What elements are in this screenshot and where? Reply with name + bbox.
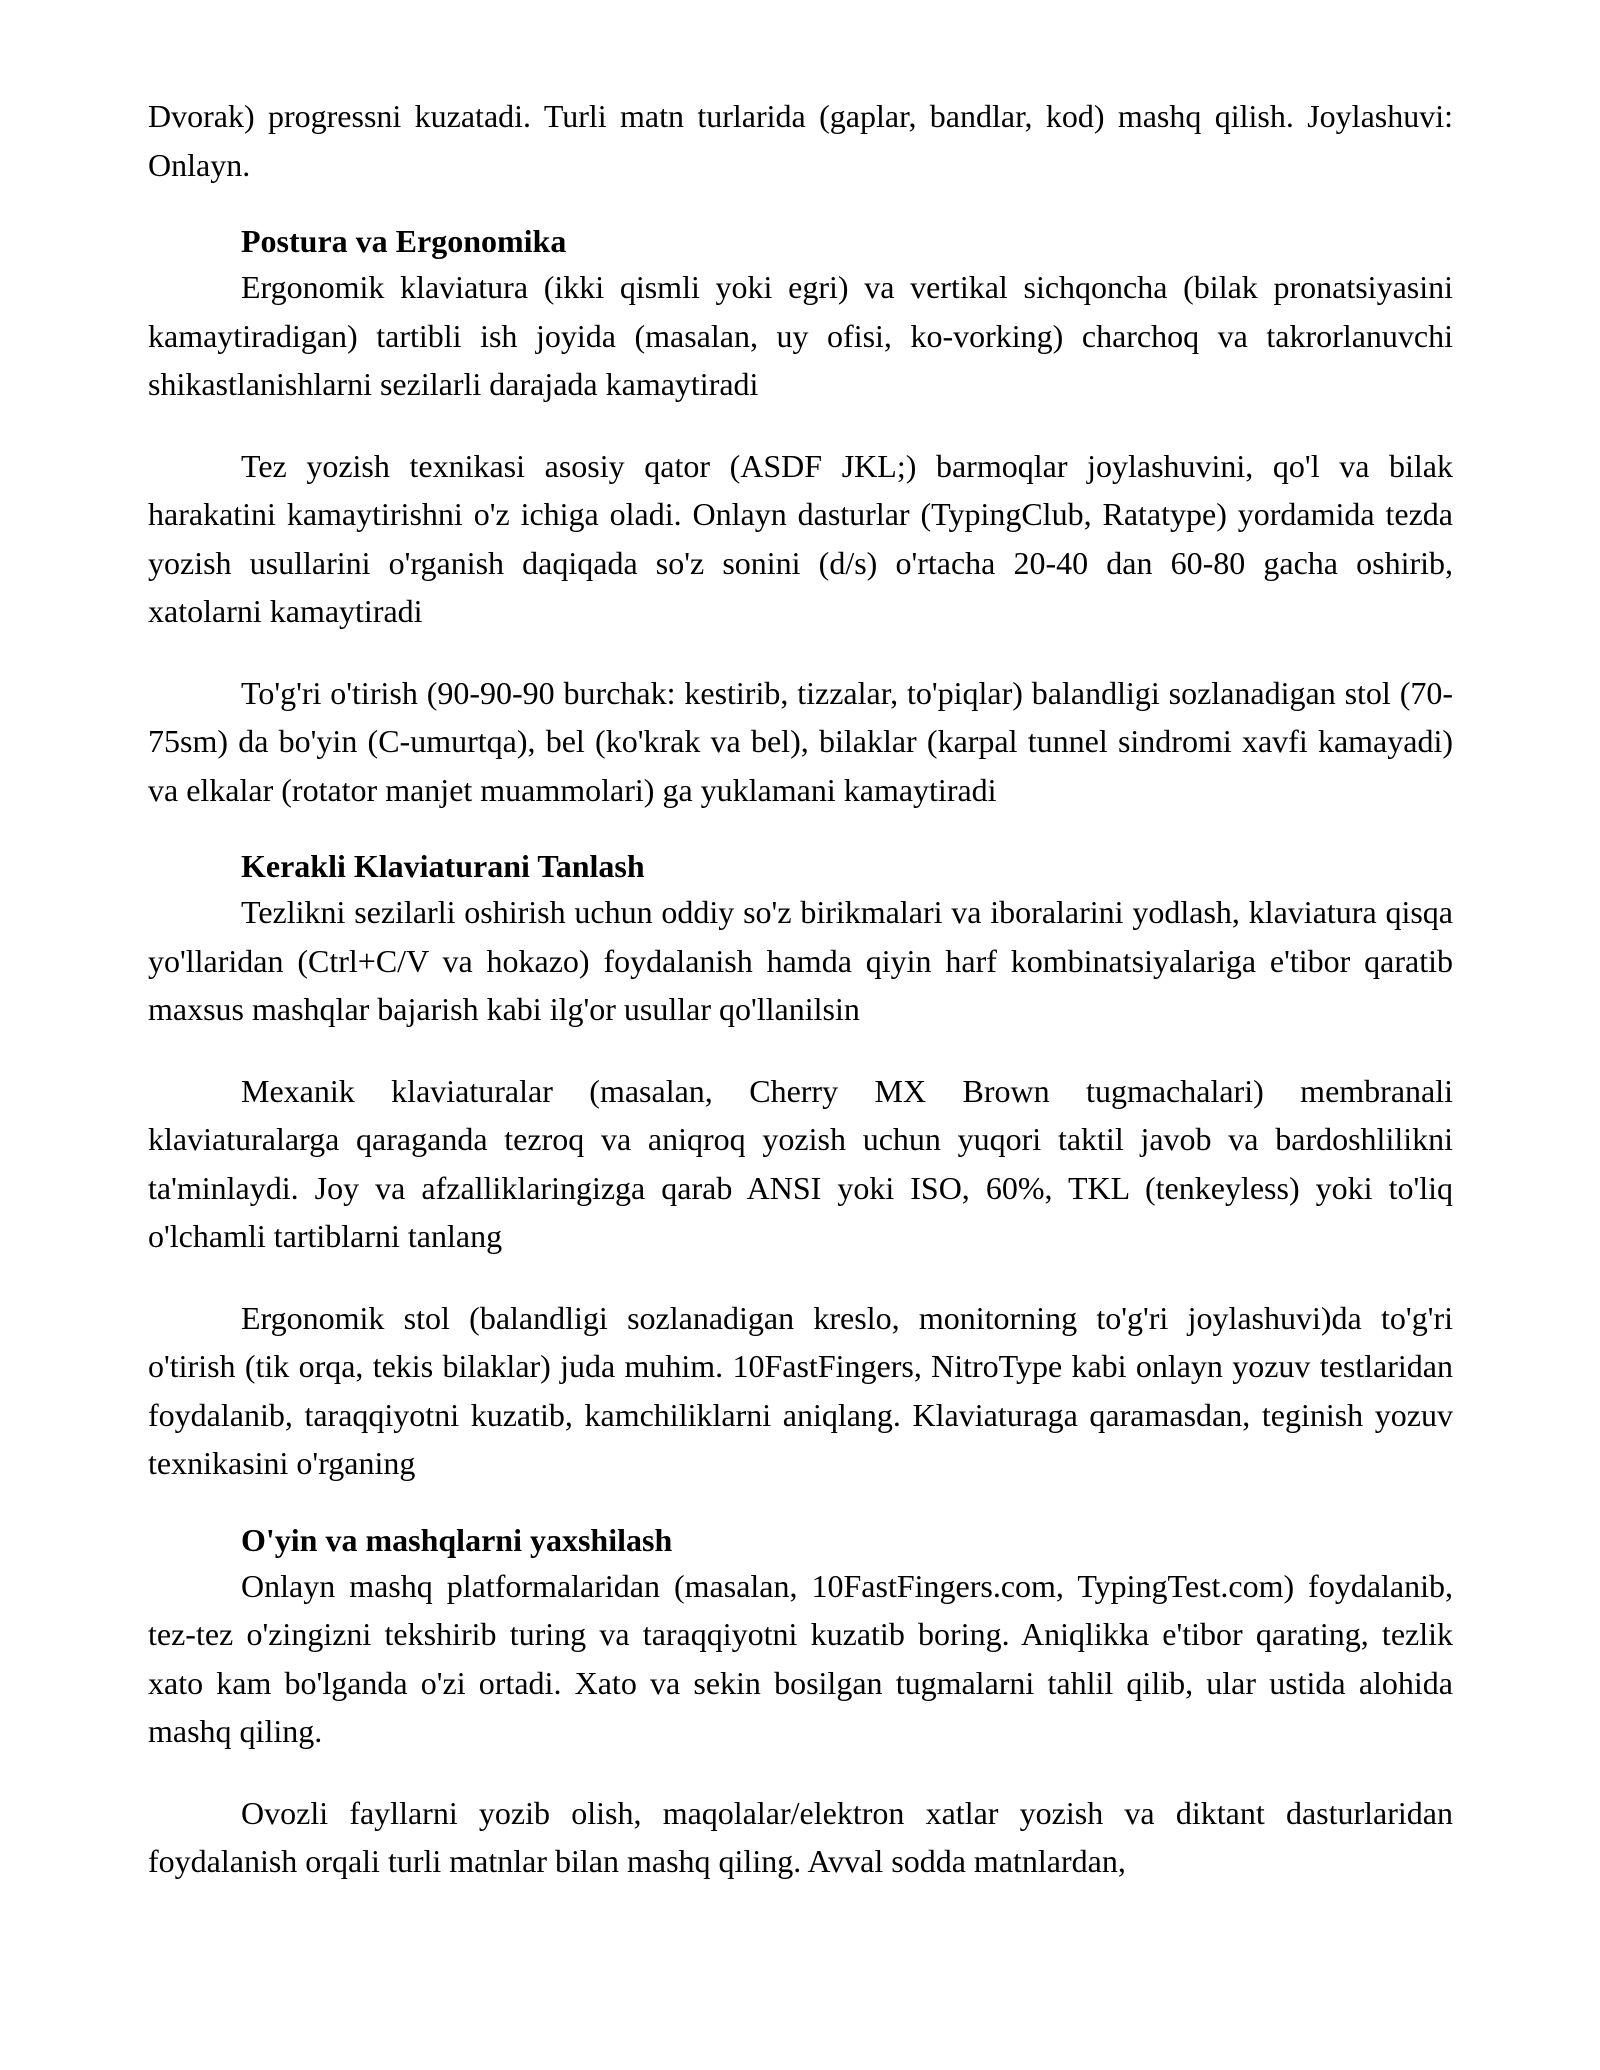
paragraph: Mexanik klaviaturalar (masalan, Cherry MX Brown tugmachalari) membranali klaviaturalarga qaraganda tezroq va aniqroq yozish uchun yuqori taktil javob va bardoshlilikni ta'minlaydi. Joy va afzalliklaringizga qarab ANSI yoki ISO, 60%, TKL (tenkeyless) yoki to'liq o'lchamli tartiblarni tanlang xyxy=(148,1072,1453,1254)
section-heading: Kerakli Klaviaturani Tanlash xyxy=(241,848,645,884)
paragraph: Onlayn mashq platformalaridan (masalan, 10FastFingers.com, TypingTest.com) foydalanib, tez-tez o'zingizni tekshirib turing va taraqqiyotni kuzatib boring. Aniqlikka e'tibor qarating, tezlik xato kam bo'lganda o'zi ortadi. Xato va sekin bosilgan tugmalarni tahlil qilib, ular ustida alohida mashq qiling. xyxy=(148,1567,1453,1749)
document-body xyxy=(148,92,1453,1886)
paragraph: Dvorak) progressni kuzatadi. Turli matn turlarida (gaplar, bandlar, kod) mashq qilish. Joylashuvi: Onlayn. xyxy=(148,98,1453,183)
paragraph: Ergonomik stol (balandligi sozlanadigan kreslo, monitorning to'g'ri joylashuvi)da to'g'ri o'tirish (tik orqa, tekis bilaklar) juda muhim. 10FastFingers, NitroType kabi onlayn yozuv testlaridan foydalanib, taraqqiyotni kuzatib, kamchiliklarni aniqlang. Klaviaturaga qaramasdan, teginish yozuv texnikasini o'rganing xyxy=(148,1299,1453,1481)
paragraph: Tez yozish texnikasi asosiy qator (ASDF JKL;) barmoqlar joylashuvini, qo'l va bilak harakatini kamaytirishni o'z ichiga oladi. Onlayn dasturlar (TypingClub, Ratatype) yordamida tezda yozish usullarini o'rganish daqiqada so'z sonini (d/s) o'rtacha 20-40 dan 60-80 gacha oshirib, xatolarni kamaytiradi xyxy=(148,447,1453,629)
section-heading: Postura va Ergonomika xyxy=(241,223,567,259)
paragraph: To'g'ri o'tirish (90-90-90 burchak: kestirib, tizzalar, to'piqlar) balandligi sozlanadigan stol (70-75sm) da bo'yin (C-umurtqa), bel (ko'krak va bel), bilaklar (karpal tunnel sindromi xavfi kamayadi) va elkalar (rotator manjet muammolari) ga yuklamani kamaytiradi xyxy=(148,674,1453,808)
paragraph: Ovozli fayllarni yozib olish, maqolalar/elektron xatlar yozish va diktant dasturlaridan foydalanish orqali turli matnlar bilan mashq qiling. Avval sodda matnlardan, xyxy=(148,1794,1453,1879)
paragraph: Tezlikni sezilarli oshirish uchun oddiy so'z birikmalari va iboralarini yodlash, klaviatura qisqa yo'llaridan (Ctrl+C/V va hokazo) foydalanish hamda qiyin harf kombinatsiyalariga e'tibor qaratib maxsus mashqlar bajarish kabi ilg'or usullar qo'llanilsin xyxy=(148,894,1453,1027)
paragraph: Ergonomik klaviatura (ikki qismli yoki egri) va vertikal sichqoncha (bilak pronatsiyasini kamaytiradigan) tartibli ish joyida (masalan, uy ofisi, ko-vorking) charchoq va takrorlanuvchi shikastlanishlarni sezilarli darajada kamaytiradi xyxy=(148,269,1453,402)
section-heading: O'yin va mashqlarni yaxshilash xyxy=(241,1521,673,1558)
